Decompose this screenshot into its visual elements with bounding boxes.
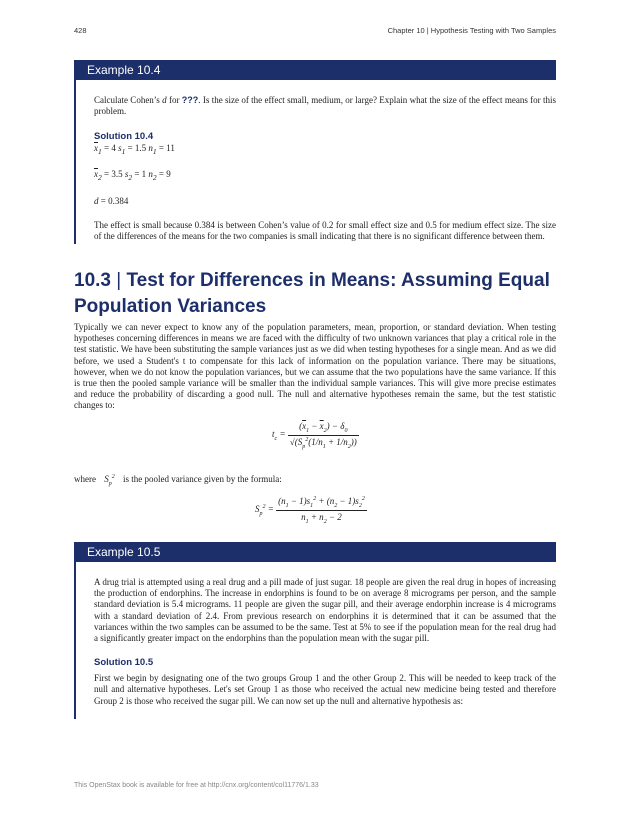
solution-line-2: $\overline{x}_2 = 3.5$ $s_2 = 1$ $n_2 = 9$	[94, 169, 171, 182]
solution-10-5-label: Solution 10.5	[94, 657, 154, 669]
example-10-4-question: Calculate Cohen’s d for ???. Is the size of the effect small, medium, or large? Explain what the size of the effect means for this problem.	[94, 95, 556, 117]
solution-10-5-text: First we begin by designating one of the two groups Group 1 and the other Group 2. This will be needed to keep track of the null and alternative hypotheses. Let's set Group 1 as those who received the actual new medicine being tested and therefore Group 2 is those who received the sugar pill. We can now set up the null and alternative hypothesis as:	[94, 673, 556, 706]
solution-10-4-label: Solution 10.4	[94, 131, 154, 143]
example-10-5-title: Example 10.5	[74, 542, 556, 562]
footer-text: This OpenStax book is available for free at http://cnx.org/content/col11776/1.33	[74, 782, 319, 789]
section-heading: 10.3 | Test for Differences in Means: Assuming Equal Population Variances	[74, 270, 550, 317]
solution-line-1: $\overline{x}_1 = 4$ $s_1 = 1.5$ $n_1 = 11$	[94, 143, 175, 157]
example-10-4-box	[74, 60, 556, 244]
example-10-5-problem: A drug trial is attempted using a real drug and a pill made of just sugar. 18 people are given the real drug in hopes of increasing the production of endorphins. The increase in endorphins is found to be on average 8 micrograms per person, and the sample standard deviation is 5.4 micrograms. 11 people are given the sugar pill, and their average endorphin increase is 4 micrograms with a standard deviation of 2.4. From previous research on endorphins it is determined that it can be assumed that the variances within the two samples can be assumed to be the same. Test at 5% to see if the population mean for the real drug had a significantly greater impact on the endorphins than the population mean with the sugar pill.	[94, 577, 556, 644]
cross-ref-link[interactable]: ???	[181, 95, 199, 105]
example-10-4-title: Example 10.4	[74, 60, 556, 80]
solution-10-4-explanation: The effect is small because 0.384 is between Cohen’s value of 0.2 for small effect size and 0.5 for medium effect size. The size of the differences of the means for the two companies is small indicating that there is no significant difference between them.	[94, 220, 556, 242]
pooled-variance-formula: $S_p^2$ = $\frac{(n_1 - 1)s_1^2 + (n_2 - 1)s_2^2}{n_1 + n_2 - 2}$	[255, 496, 365, 525]
solution-line-3: d = 0.384	[94, 196, 129, 206]
page-number: 428	[74, 26, 87, 35]
example-10-5-box	[74, 542, 556, 719]
where-line: where $S_p^2$ is the pooled variance given by the formula:	[74, 474, 282, 487]
section-intro: Typically we can never expect to know any of the population parameters, mean, proportion, or standard deviation. When testing hypotheses concerning differences in means we are faced with the difficulty of two unknown variances that play a critical role in the test statistic. We have been substituting the sample variances just as we did when testing hypotheses for a single mean. And as we did before, we used a Student's t to compensate for this lack of information on the population variance. There may be situations, however, when we do not know the population variances, but we can assume that the two populations have the same variance. If this is true then the pooled sample variance will be smaller than the individual sample variances. This will give more precise estimates and reduce the probability of discarding a good null. The null and alternative hypotheses remain the same, but the test statistic changes to:	[74, 322, 556, 411]
t-statistic-formula: $t_c$ = $\frac{(\overline{x}_1 - \overline{x}_2) - \delta_0}{√(S_p^2(1/n_1 + 1/n_2))}$	[272, 421, 357, 450]
chapter-header: Chapter 10 | Hypothesis Testing with Two Samples	[387, 26, 556, 35]
